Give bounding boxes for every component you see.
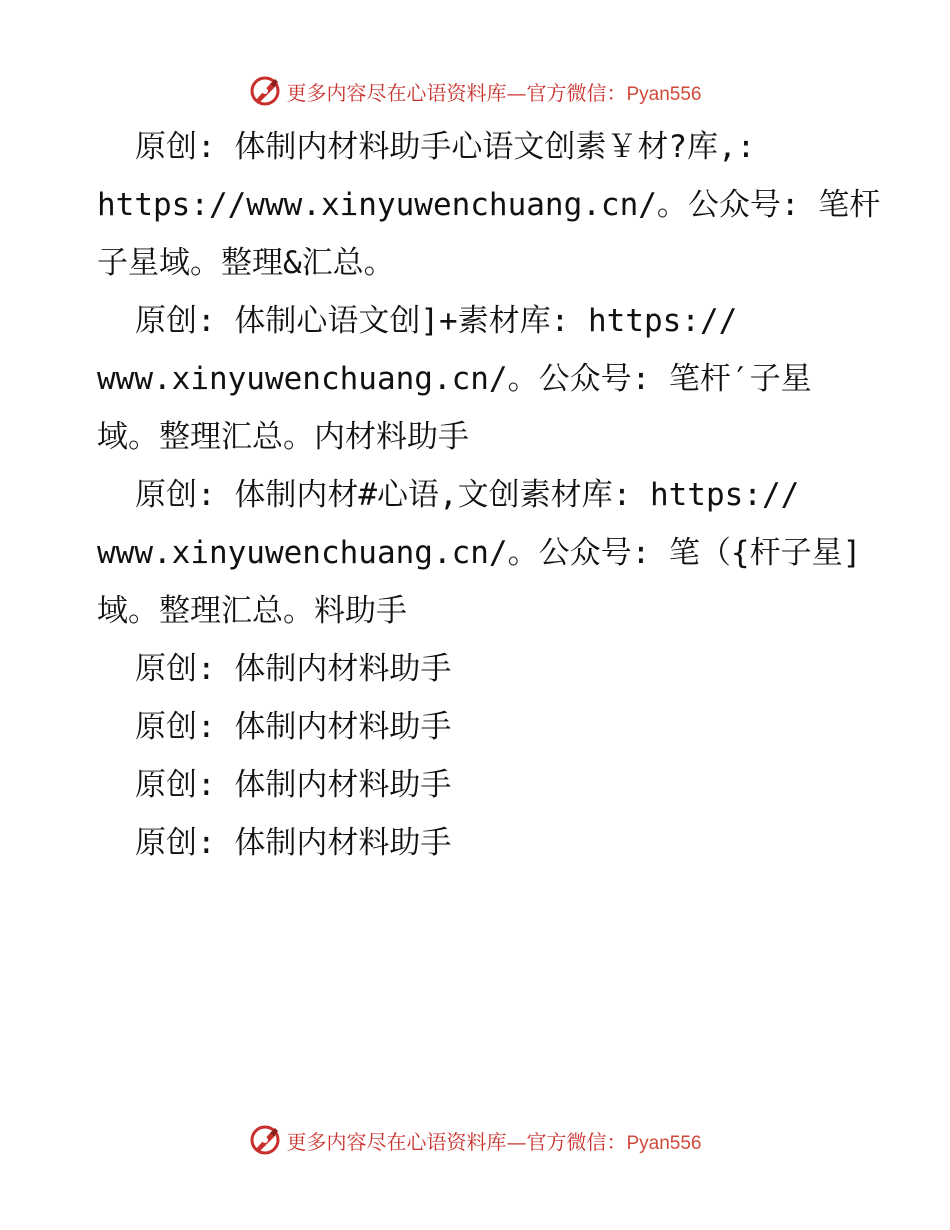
footer-banner (0, 1120, 950, 1160)
paragraph-line: 域。整理汇总。内材料助手 (97, 419, 469, 455)
paragraph-line: 原创: 体制内材料助手心语文创素￥材?库,: (135, 129, 756, 165)
pen-logo-icon (248, 1123, 282, 1157)
header-wechat-id: Pyan556 (626, 83, 702, 105)
paragraph-line: 子星域。整理&汇总。 (97, 245, 395, 281)
footer-banner-text (286, 1126, 701, 1155)
footer-banner-label: 更多内容尽在心语资料库—官方微信： (286, 1129, 627, 1154)
paragraph-line: 原创: 体制内材料助手 (135, 651, 452, 687)
paragraph-line: 原创: 体制内材#心语,文创素材库: https:// (135, 477, 800, 513)
paragraph-line: 原创: 体制心语文创]+素材库: https:// (135, 303, 738, 339)
pen-logo-icon (248, 74, 282, 108)
paragraph-line: https://www.xinyuwenchuang.cn/。公众号: 笔杆 (97, 187, 881, 223)
paragraph-line: 原创: 体制内材料助手 (135, 767, 452, 803)
header-banner-label: 更多内容尽在心语资料库—官方微信： (286, 80, 627, 105)
footer-wechat-id: Pyan556 (626, 1132, 702, 1154)
header-banner (0, 71, 950, 111)
paragraph-line: 原创: 体制内材料助手 (135, 709, 452, 745)
header-banner-text (286, 77, 701, 106)
paragraph-line: 域。整理汇总。料助手 (97, 593, 407, 629)
paragraph-line: 原创: 体制内材料助手 (135, 825, 452, 861)
paragraph-line: www.xinyuwenchuang.cn/。公众号: 笔（{杆子星] (97, 535, 862, 571)
document-body (97, 118, 881, 872)
paragraph-line: www.xinyuwenchuang.cn/。公众号: 笔杆′子星 (97, 361, 812, 397)
